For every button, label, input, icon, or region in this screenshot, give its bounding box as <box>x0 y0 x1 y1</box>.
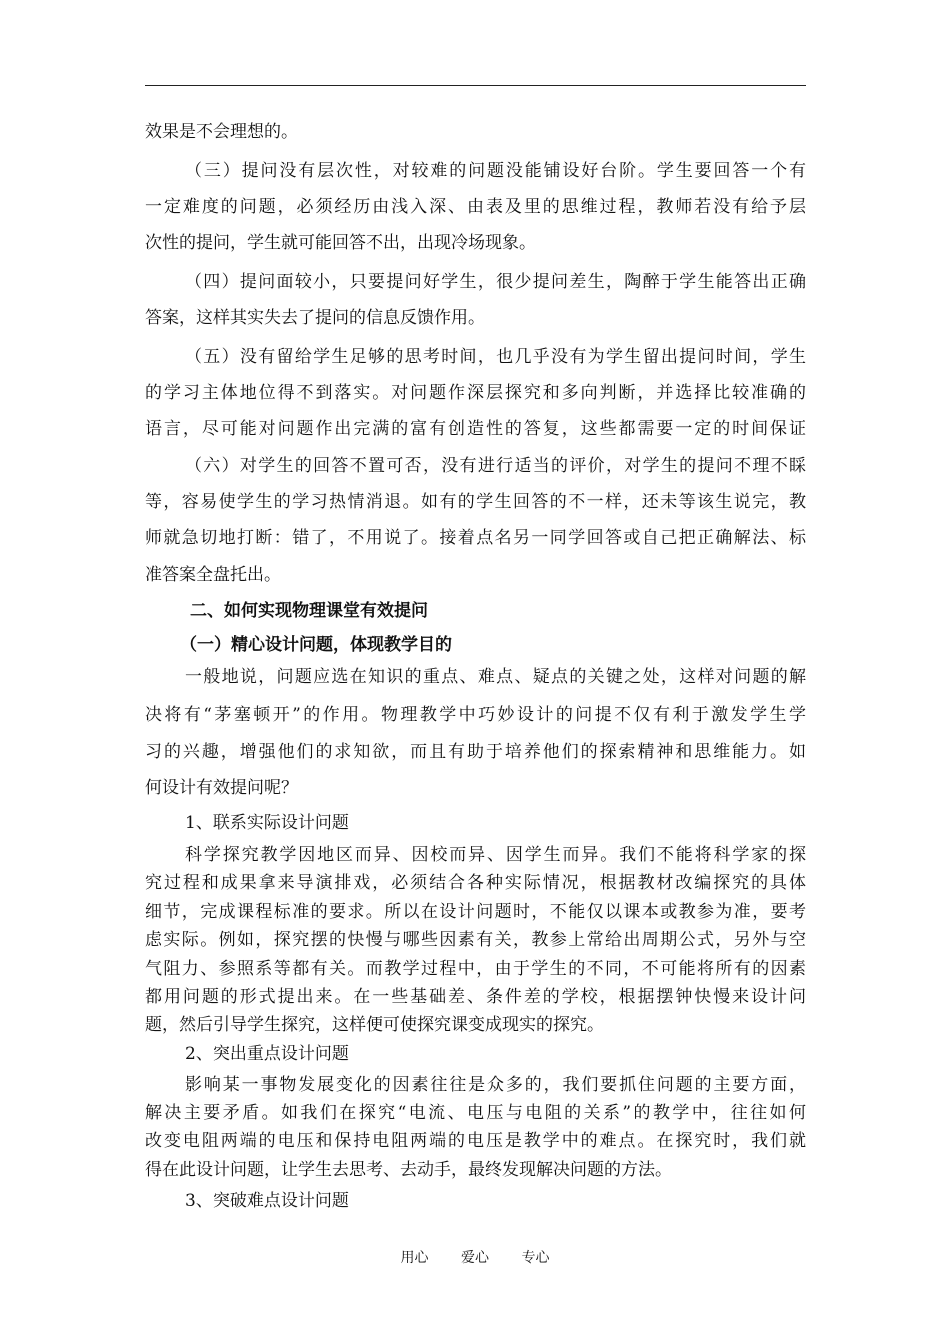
paragraph-line: 决将有“茅塞顿开”的作用。物理教学中巧妙设计的问提不仅有利于激发学生学 <box>145 705 806 725</box>
paragraph-line: 准答案全盘托出。 <box>145 565 281 585</box>
footer-text-1: 用心 <box>400 1250 429 1266</box>
footer-text-3: 专心 <box>521 1250 550 1266</box>
paragraph-line: 何设计有效提问呢？ <box>145 778 298 798</box>
paragraph-line: 究过程和成果拿来导演排戏，必须结合各种实际情况，根据教材改编探究的具体 <box>145 873 806 893</box>
section-heading: 二、如何实现物理课堂有效提问 <box>190 601 428 621</box>
paragraph-line: 1、联系实际设计问题 <box>185 813 349 833</box>
paragraph-line: 答案，这样其实失去了提问的信息反馈作用。 <box>145 308 485 328</box>
paragraph-line: 一般地说，问题应选在知识的重点、难点、疑点的关键之处，这样对问题的解 <box>185 667 806 687</box>
paragraph-line: 虑实际。例如，探究摆的快慢与哪些因素有关，教参上常给出周期公式，另外与空 <box>145 930 806 950</box>
paragraph-line: 都用问题的形式提出来。在一些基础差、条件差的学校，根据摆钟快慢来设计问 <box>145 987 806 1007</box>
paragraph-line: 2、突出重点设计问题 <box>185 1044 349 1064</box>
paragraph-line: 得在此设计问题，让学生去思考、去动手，最终发现解决问题的方法。 <box>145 1160 672 1180</box>
paragraph-line: 效果是不会理想的。 <box>145 122 298 142</box>
page-footer <box>0 1249 950 1267</box>
paragraph-line: 语言，尽可能对问题作出完满的富有创造性的答复，这些都需要一定的时间保证 <box>145 419 806 439</box>
paragraph-line: 的学习主体地位得不到落实。对问题作深层探究和多向判断，并选择比较准确的 <box>145 383 806 403</box>
paragraph-line: 一定难度的问题，必须经历由浅入深、由表及里的思维过程，教师若没有给予层 <box>145 197 806 217</box>
paragraph-line: （六）对学生的回答不置可否，没有进行适当的评价，对学生的提问不理不睬 <box>185 456 806 476</box>
paragraph-line: 解决主要矛盾。如我们在探究“电流、电压与电阻的关系”的教学中，往往如何 <box>145 1103 806 1123</box>
paragraph-line: 师就急切地打断：错了，不用说了。接着点名另一同学回答或自己把正确解法、标 <box>145 528 806 548</box>
paragraph-line: 习的兴趣，增强他们的求知欲，而且有助于培养他们的探索精神和思维能力。如 <box>145 742 806 762</box>
paragraph-line: 等，容易使学生的学习热情消退。如有的学生回答的不一样，还未等该生说完，教 <box>145 492 806 512</box>
paragraph-line: （三）提问没有层次性，对较难的问题没能铺设好台阶。学生要回答一个有 <box>185 161 806 181</box>
section-heading: （一）精心设计问题，体现教学目的 <box>180 635 452 655</box>
paragraph-line: 气阻力、参照系等都有关。而教学过程中，由于学生的不同，不可能将所有的因素 <box>145 959 806 979</box>
paragraph-line: 科学探究教学因地区而异、因校而异、因学生而异。我们不能将科学家的探 <box>185 845 806 865</box>
paragraph-line: （五）没有留给学生足够的思考时间，也几乎没有为学生留出提问时间，学生 <box>185 347 806 367</box>
paragraph-line: （四）提问面较小，只要提问好学生，很少提问差生，陶醉于学生能答出正确 <box>185 272 806 292</box>
paragraph-line: 细节，完成课程标准的要求。所以在设计问题时，不能仅以课本或教参为准，要考 <box>145 902 806 922</box>
paragraph-line: 题，然后引导学生探究，这样便可使探究课变成现实的探究。 <box>145 1015 604 1035</box>
paragraph-line: 3、突破难点设计问题 <box>185 1191 349 1211</box>
header-rule <box>145 85 806 86</box>
footer-text-2: 爱心 <box>461 1250 489 1266</box>
paragraph-line: 改变电阻两端的电压和保持电阻两端的电压是教学中的难点。在探究时，我们就 <box>145 1131 806 1151</box>
paragraph-line: 影响某一事物发展变化的因素往往是众多的，我们要抓住问题的主要方面， <box>185 1075 806 1095</box>
paragraph-line: 次性的提问，学生就可能回答不出，出现冷场现象。 <box>145 233 536 253</box>
